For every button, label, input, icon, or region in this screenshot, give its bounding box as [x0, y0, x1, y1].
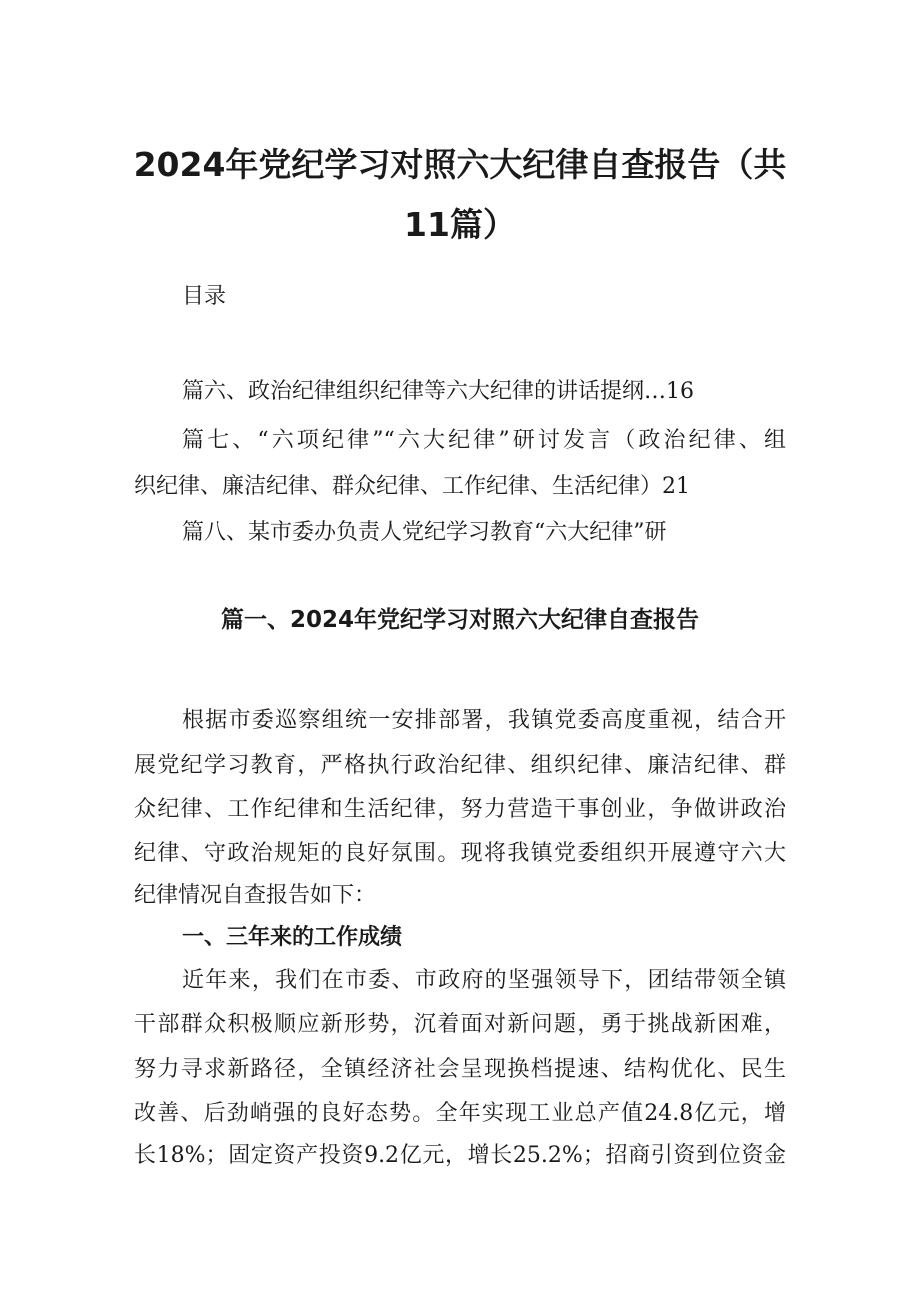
paragraph-line: 根据市委巡察组统一安排部署，我镇党委高度重视，结合开 — [182, 708, 786, 733]
toc-item: 篇七、“六项纪律”“六大纪律”研讨发言（政治纪律、组 — [182, 428, 786, 453]
paragraph-line: 展党纪学习教育，严格执行政治纪律、组织纪律、廉洁纪律、群 — [134, 753, 786, 778]
article-title: 篇一、2024年党纪学习对照六大纪律自查报告 — [220, 607, 699, 633]
paragraph-line: 众纪律、工作纪律和生活纪律，努力营造干事创业，争做讲政治 — [134, 797, 786, 822]
toc-item: 织纪律、廉洁纪律、群众纪律、工作纪律、生活纪律）21 — [134, 474, 690, 499]
paragraph-line: 近年来，我们在市委、市政府的坚强领导下，团结带领全镇 — [182, 968, 786, 993]
paragraph-line: 努力寻求新路径，全镇经济社会呈现换档提速、结构优化、民生 — [134, 1057, 786, 1082]
toc-heading: 目录 — [182, 284, 227, 309]
paragraph-line: 纪律情况自查报告如下： — [134, 883, 377, 908]
document-title-line-2: 11篇） — [404, 205, 516, 244]
section-heading: 一、三年来的工作成绩 — [182, 925, 403, 950]
document-title-line-1: 2024年党纪学习对照六大纪律自查报告（共 — [133, 145, 787, 184]
toc-item: 篇六、政治纪律组织纪律等六大纪律的讲话提纲…16 — [182, 379, 694, 404]
paragraph-line: 长18%；固定资产投资9.2亿元，增长25.2%；招商引资到位资金 — [134, 1143, 786, 1168]
toc-item: 篇八、某市委办负责人党纪学习教育“六大纪律”研 — [182, 520, 667, 545]
paragraph-line: 干部群众积极顺应新形势，沉着面对新问题，勇于挑战新困难， — [134, 1012, 786, 1037]
paragraph-line: 纪律、守政治规矩的良好氛围。现将我镇党委组织开展遵守六大 — [134, 841, 786, 866]
paragraph-line: 改善、后劲峭强的良好态势。全年实现工业总产值24.8亿元，增 — [134, 1101, 786, 1126]
